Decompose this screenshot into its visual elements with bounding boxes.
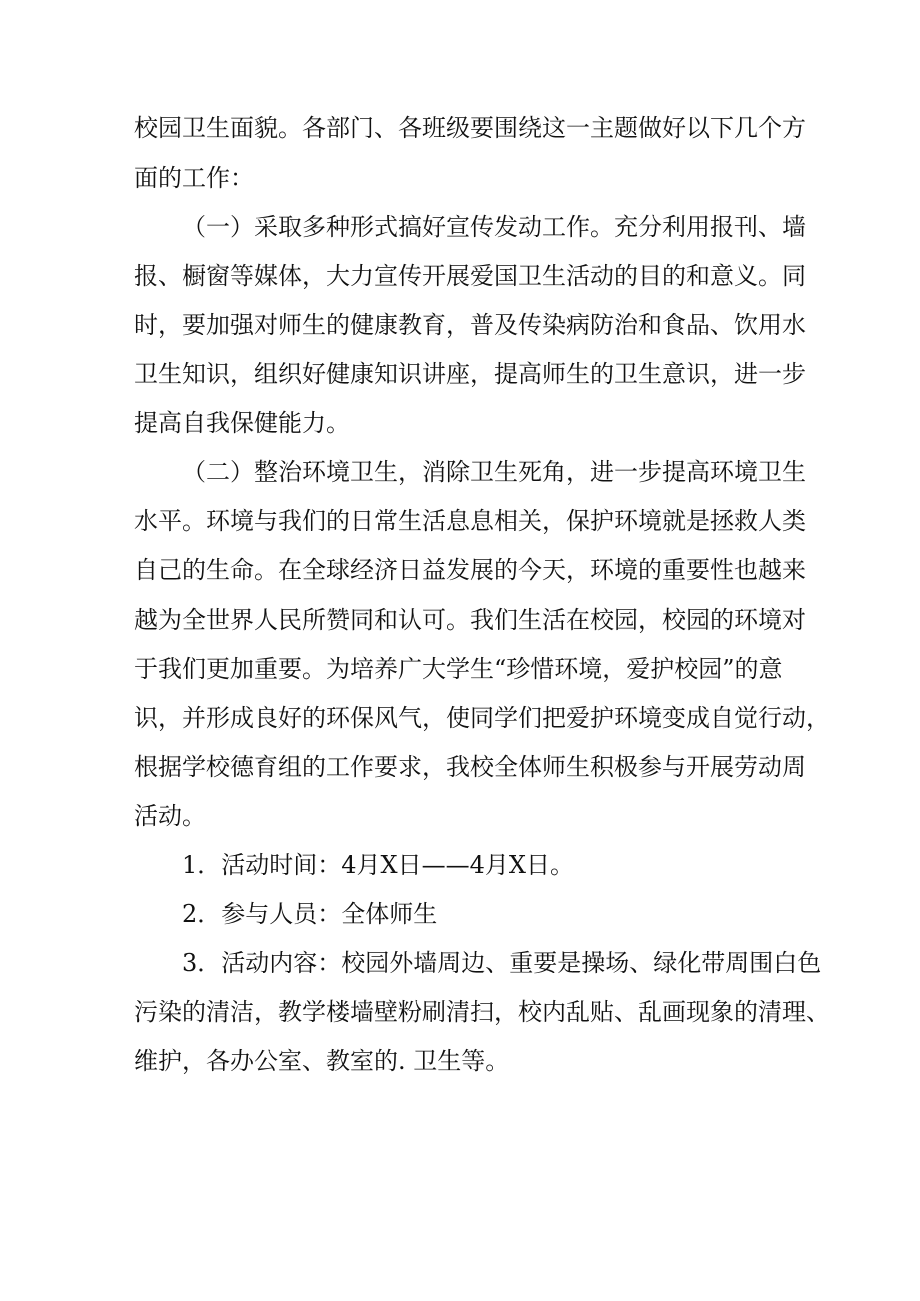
text-line-19: 污染的清洁，教学楼墙壁粉刷清扫，校内乱贴、乱画现象的清理、 — [134, 998, 830, 1026]
text-line-17: 2．参与人员：全体师生 — [182, 900, 438, 928]
text-line-7: 提高自我保健能力。 — [134, 409, 350, 437]
text-line-20: 维护，各办公室、教室的. 卫生等。 — [134, 1047, 510, 1075]
text-line-14: 根据学校德育组的工作要求，我校全体师生积极参与开展劳动周 — [134, 753, 806, 781]
text-line-18: 3．活动内容：校园外墙周边、重要是操场、绿化带周围白色 — [182, 949, 822, 977]
text-line-9: 水平。环境与我们的日常生活息息相关，保护环境就是拯救人类 — [134, 507, 806, 535]
text-line-1: 校园卫生面貌。各部门、各班级要围绕这一主题做好以下几个方 — [134, 114, 806, 142]
text-line-13: 识，并形成良好的环保风气，使同学们把爱护环境变成自觉行动， — [134, 704, 830, 732]
text-line-2: 面的工作： — [134, 164, 254, 192]
text-line-6: 卫生知识，组织好健康知识讲座，提高师生的卫生意识，进一步 — [134, 360, 806, 388]
text-line-16: 1．活动时间：4月X日——4月X日。 — [182, 851, 574, 879]
text-line-3: （一）采取多种形式搞好宣传发动工作。充分利用报刊、墙 — [182, 213, 806, 241]
text-line-10: 自己的生命。在全球经济日益发展的今天，环境的重要性也越来 — [134, 556, 806, 584]
text-line-5: 时，要加强对师生的健康教育，普及传染病防治和食品、饮用水 — [134, 311, 806, 339]
text-line-11: 越为全世界人民所赞同和认可。我们生活在校园，校园的环境对 — [134, 606, 806, 634]
text-line-15: 活动。 — [134, 802, 206, 830]
text-line-8: （二）整治环境卫生，消除卫生死角，进一步提高环境卫生 — [182, 458, 806, 486]
text-line-4: 报、橱窗等媒体，大力宣传开展爱国卫生活动的目的和意义。同 — [134, 262, 806, 290]
text-line-12: 于我们更加重要。为培养广大学生“珍惜环境，爱护校园”的意 — [134, 655, 783, 683]
